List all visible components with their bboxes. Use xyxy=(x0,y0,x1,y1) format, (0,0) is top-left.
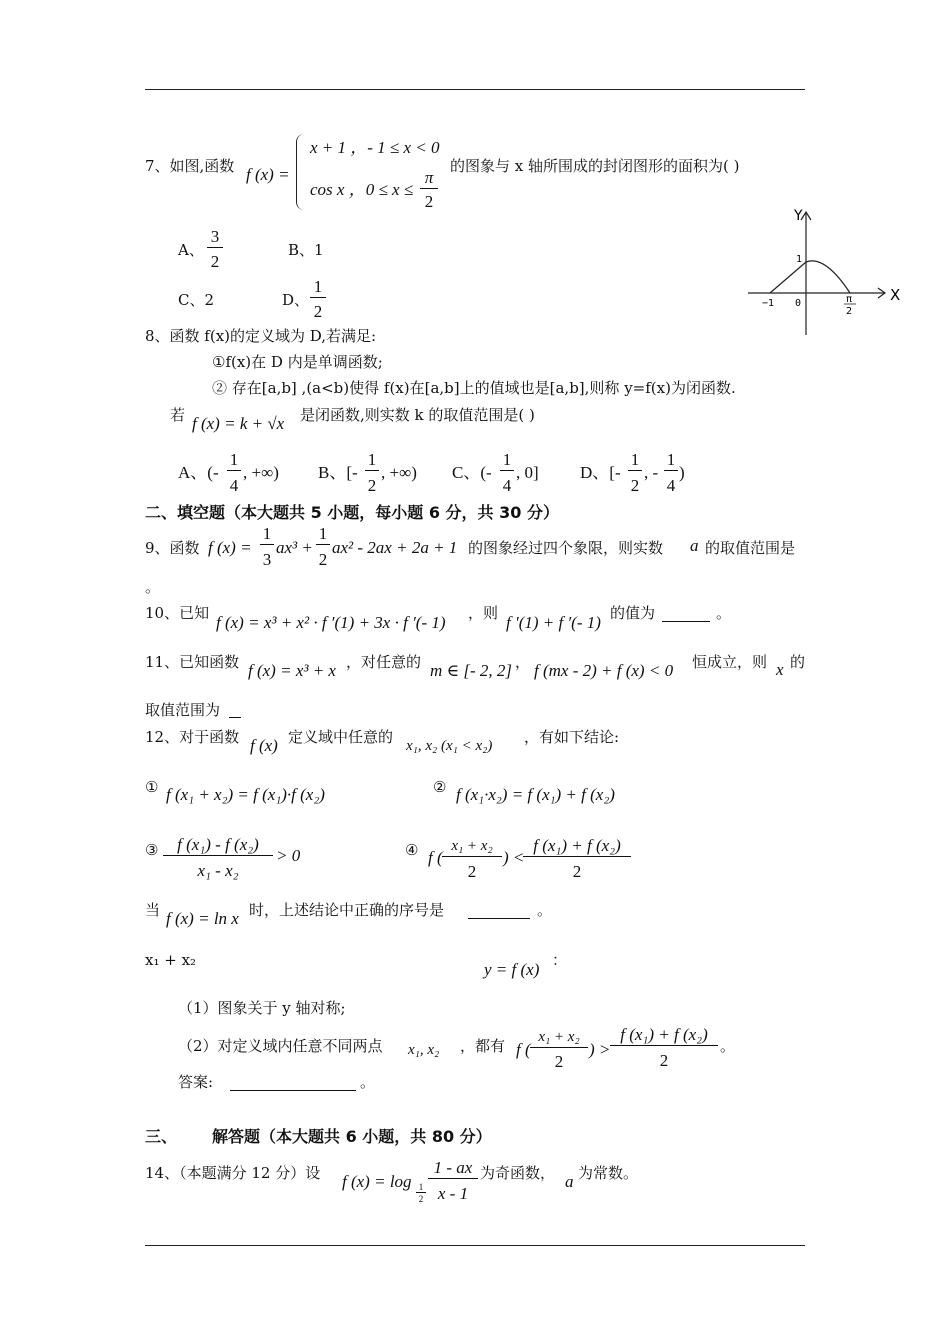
q14-tail: 为奇函数， xyxy=(480,1164,556,1182)
q10-mid: ，则 xyxy=(468,604,499,622)
q10-answer-blank[interactable] xyxy=(662,603,710,622)
q7-case2: cos x ，0 ≤ x ≤ xyxy=(310,180,414,199)
q7-option-d-num: 1 xyxy=(310,277,326,298)
q9-end: 。 xyxy=(145,578,161,596)
q9-frac1-den: 3 xyxy=(262,550,272,569)
q9-frac1-num: 1 xyxy=(260,524,274,545)
q8-option-d-label: D、[- xyxy=(580,463,621,482)
bottom-rule xyxy=(145,1245,805,1246)
q12-mid: 定义域中任意的 xyxy=(288,728,394,746)
q7-option-a-den: 2 xyxy=(210,252,220,271)
q8-line1: 8、函数 f(x)的定义域为 D,若满足: xyxy=(145,327,377,345)
q11-m-range: m ∈ [- 2, 2] xyxy=(430,661,513,680)
q12-c3-num: f (x₁) - f (x₂) xyxy=(163,835,273,856)
q7-option-d-label: D、 xyxy=(282,291,310,309)
q13-rden: 2 xyxy=(659,1051,669,1070)
q8-option-b-label: B、[- xyxy=(318,463,358,482)
q13-num: x₁ + x₂ xyxy=(530,1027,588,1048)
q12-c3-tail: > 0 xyxy=(276,846,301,865)
top-rule xyxy=(145,89,805,90)
q8-function: f (x) = k + √x xyxy=(192,414,285,433)
q9-tail2: 的取值范围是 xyxy=(705,539,796,557)
q12-c1-label: ① xyxy=(145,778,159,796)
q8-option-d-den1: 2 xyxy=(630,476,640,495)
q8-option-a-num: 1 xyxy=(227,450,241,471)
q12-answer-blank[interactable] xyxy=(468,900,530,919)
q9-frac2-num: 1 xyxy=(316,524,330,545)
q13-rnum: f (x₁) + f (x₂) xyxy=(610,1025,718,1046)
q13-gt: ) > xyxy=(589,1040,611,1059)
q8-option-c-tail: , 0] xyxy=(516,463,539,482)
q8-tail: 是闭函数,则实数 k 的取值范围是( ) xyxy=(300,406,535,424)
q7-option-a-label: A、 xyxy=(178,241,204,259)
q13-cond1: （1）图象关于 y 轴对称; xyxy=(178,999,346,1017)
q13-answer-end: 。 xyxy=(360,1073,376,1091)
q10-function: f (x) = x³ + x² · f ′(1) + 3x · f ′(- 1) xyxy=(216,613,446,632)
q8-option-d-den2: 4 xyxy=(666,476,676,495)
q7-option-b: B、1 xyxy=(288,241,324,259)
q12-c4-rden: 2 xyxy=(572,862,582,881)
section-2-heading: 二、填空题（本大题共 5 小题，每小题 6 分，共 30 分） xyxy=(145,503,559,522)
q9-frac2-den: 2 xyxy=(318,550,328,569)
q14-base-den: 2 xyxy=(418,1194,424,1204)
q7-pi-den: 2 xyxy=(424,192,434,211)
q9-a: a xyxy=(690,536,699,555)
section-3-label: 三、 xyxy=(145,1127,178,1146)
q13-number: x₁ + x₂ xyxy=(145,951,197,969)
tick-pi-den: 2 xyxy=(846,306,853,317)
q13-end: 。 xyxy=(720,1037,736,1055)
q11-inequality: f (mx - 2) + f (x) < 0 xyxy=(534,661,674,680)
q13-answer-blank[interactable] xyxy=(230,1072,356,1091)
line-segment xyxy=(770,262,806,293)
q14-num: 1 - ax xyxy=(428,1158,478,1179)
q11-line2: 取值范围为 xyxy=(145,701,221,719)
q8-option-a-label: A、(- xyxy=(178,463,219,482)
q7-option-a-num: 3 xyxy=(207,227,223,248)
q10-end: 。 xyxy=(716,604,732,622)
q11-comma: ， xyxy=(515,653,531,671)
q14-den: x - 1 xyxy=(437,1184,469,1203)
q11-number: 11、已知函数 xyxy=(145,653,240,671)
q11-tail2: 的 xyxy=(790,653,806,671)
q11-function: f (x) = x³ + x xyxy=(248,661,336,680)
q13-answer-label: 答案: xyxy=(178,1073,214,1091)
q12-c3-label: ③ xyxy=(145,841,159,859)
q9-function: f (x) = xyxy=(208,538,252,557)
q12-conclusion-2: f (x₁·x₂) = f (x₁) + f (x₂) xyxy=(456,785,615,804)
q12-vars: x₁, x₂ (x₁ < x₂) xyxy=(406,738,493,754)
q14-function: f (x) = log xyxy=(342,1172,412,1191)
q8-option-c-label: C、(- xyxy=(452,463,492,482)
q13-cond2: （2）对定义域内任意不同两点 xyxy=(178,1037,383,1055)
q8-cond2: ② 存在[a,b] ,(a<b)使得 f(x)在[a,b]上的值域也是[a,b],则称 y=f(x)为闭函数. xyxy=(212,379,736,397)
q12-when: 当 xyxy=(145,901,161,919)
q12-c4-num: x₁ + x₂ xyxy=(442,836,502,857)
q7-tail: 的图象与 x 轴所围成的封闭图形的面积为( ) xyxy=(450,157,740,175)
q8-option-d-tail: ) xyxy=(679,463,685,482)
q8-if: 若 xyxy=(170,406,186,424)
q7-number: 7、如图,函数 xyxy=(145,157,235,175)
q10-expr: f ′(1) + f ′(- 1) xyxy=(506,613,601,632)
q13-colon: ： xyxy=(552,951,568,969)
q8-option-a-den: 4 xyxy=(229,476,239,495)
q8-option-c-num: 1 xyxy=(500,450,514,471)
q9-tail: 的图象经过四个象限，则实数 xyxy=(468,539,664,557)
function-graph xyxy=(740,200,910,340)
tick-pi: π xyxy=(846,294,853,305)
origin-label: 0 xyxy=(795,298,802,309)
q7-case1: x + 1 ，- 1 ≤ x < 0 xyxy=(310,138,440,157)
q12-c4-rnum: f (x₁) + f (x₂) xyxy=(523,836,631,857)
q8-option-b-tail: , +∞) xyxy=(381,463,417,482)
q12-end: 。 xyxy=(537,901,553,919)
q12-c4-f: f ( xyxy=(428,848,443,867)
q8-option-d-mid: , - xyxy=(644,463,659,482)
q11-answer-blank[interactable] xyxy=(229,700,241,718)
tick-one: 1 xyxy=(796,254,803,265)
q12-c4-den: 2 xyxy=(467,862,477,881)
q9-term1: ax³ + xyxy=(276,538,313,557)
q8-option-b-den: 2 xyxy=(367,476,377,495)
q11-x: x xyxy=(776,660,784,679)
q13-f-open: f ( xyxy=(516,1040,531,1059)
q10-number: 10、已知 xyxy=(145,604,210,622)
q7-option-c: C、2 xyxy=(178,291,215,309)
q12-function: f (x) xyxy=(250,736,278,755)
q13-den: 2 xyxy=(554,1052,564,1071)
q12-tail: ，有如下结论: xyxy=(524,728,620,746)
q12-when-tail: 时，上述结论中正确的序号是 xyxy=(249,901,445,919)
q12-c2-label: ② xyxy=(433,778,447,796)
q12-c4-mid: ) < xyxy=(503,848,525,867)
section-3-heading: 解答题（本大题共 6 小题，共 80 分） xyxy=(212,1127,492,1146)
q13-function: y = f (x) xyxy=(484,960,540,979)
q14-a: a xyxy=(565,1172,574,1191)
q14-number: 14、（本题满分 12 分）设 xyxy=(145,1164,321,1182)
q14-tail2: 为常数。 xyxy=(578,1164,639,1182)
q8-cond1: ①f(x)在 D 内是单调函数; xyxy=(212,353,383,371)
tick-minus-one: −1 xyxy=(762,298,775,309)
q13-vars: x₁, x₂ xyxy=(408,1042,440,1058)
y-label: Y xyxy=(794,208,803,224)
q12-number: 12、对于函数 xyxy=(145,728,240,746)
q9-term2: ax² - 2ax + 2a + 1 xyxy=(332,538,458,557)
q8-option-a-tail: , +∞) xyxy=(243,463,279,482)
q12-lnx: f (x) = ln x xyxy=(166,909,239,928)
cosine-arc xyxy=(806,261,850,293)
q7-function: f (x) = xyxy=(246,165,290,184)
q14-base-num: 1 xyxy=(416,1182,426,1193)
x-label: X xyxy=(890,286,901,304)
q8-option-d-num2: 1 xyxy=(664,450,678,471)
q12-c4-label: ④ xyxy=(405,841,419,859)
q12-conclusion-1: f (x₁ + x₂) = f (x₁)·f (x₂) xyxy=(166,785,325,804)
q7-brace xyxy=(296,134,305,210)
q13-cond2-mid: ，都有 xyxy=(460,1037,506,1055)
q11-mid: ，对任意的 xyxy=(346,653,422,671)
q7-option-d-den: 2 xyxy=(313,302,323,321)
q12-c3-den: x₁ - x₂ xyxy=(197,861,239,880)
q7-pi: π xyxy=(420,168,438,189)
q8-option-c-den: 4 xyxy=(502,476,512,495)
q8-option-d-num1: 1 xyxy=(628,450,642,471)
q8-option-b-num: 1 xyxy=(365,450,379,471)
q10-tail: 的值为 xyxy=(610,604,656,622)
q11-tail: 恒成立，则 xyxy=(692,653,768,671)
q9-number: 9、函数 xyxy=(145,539,200,557)
